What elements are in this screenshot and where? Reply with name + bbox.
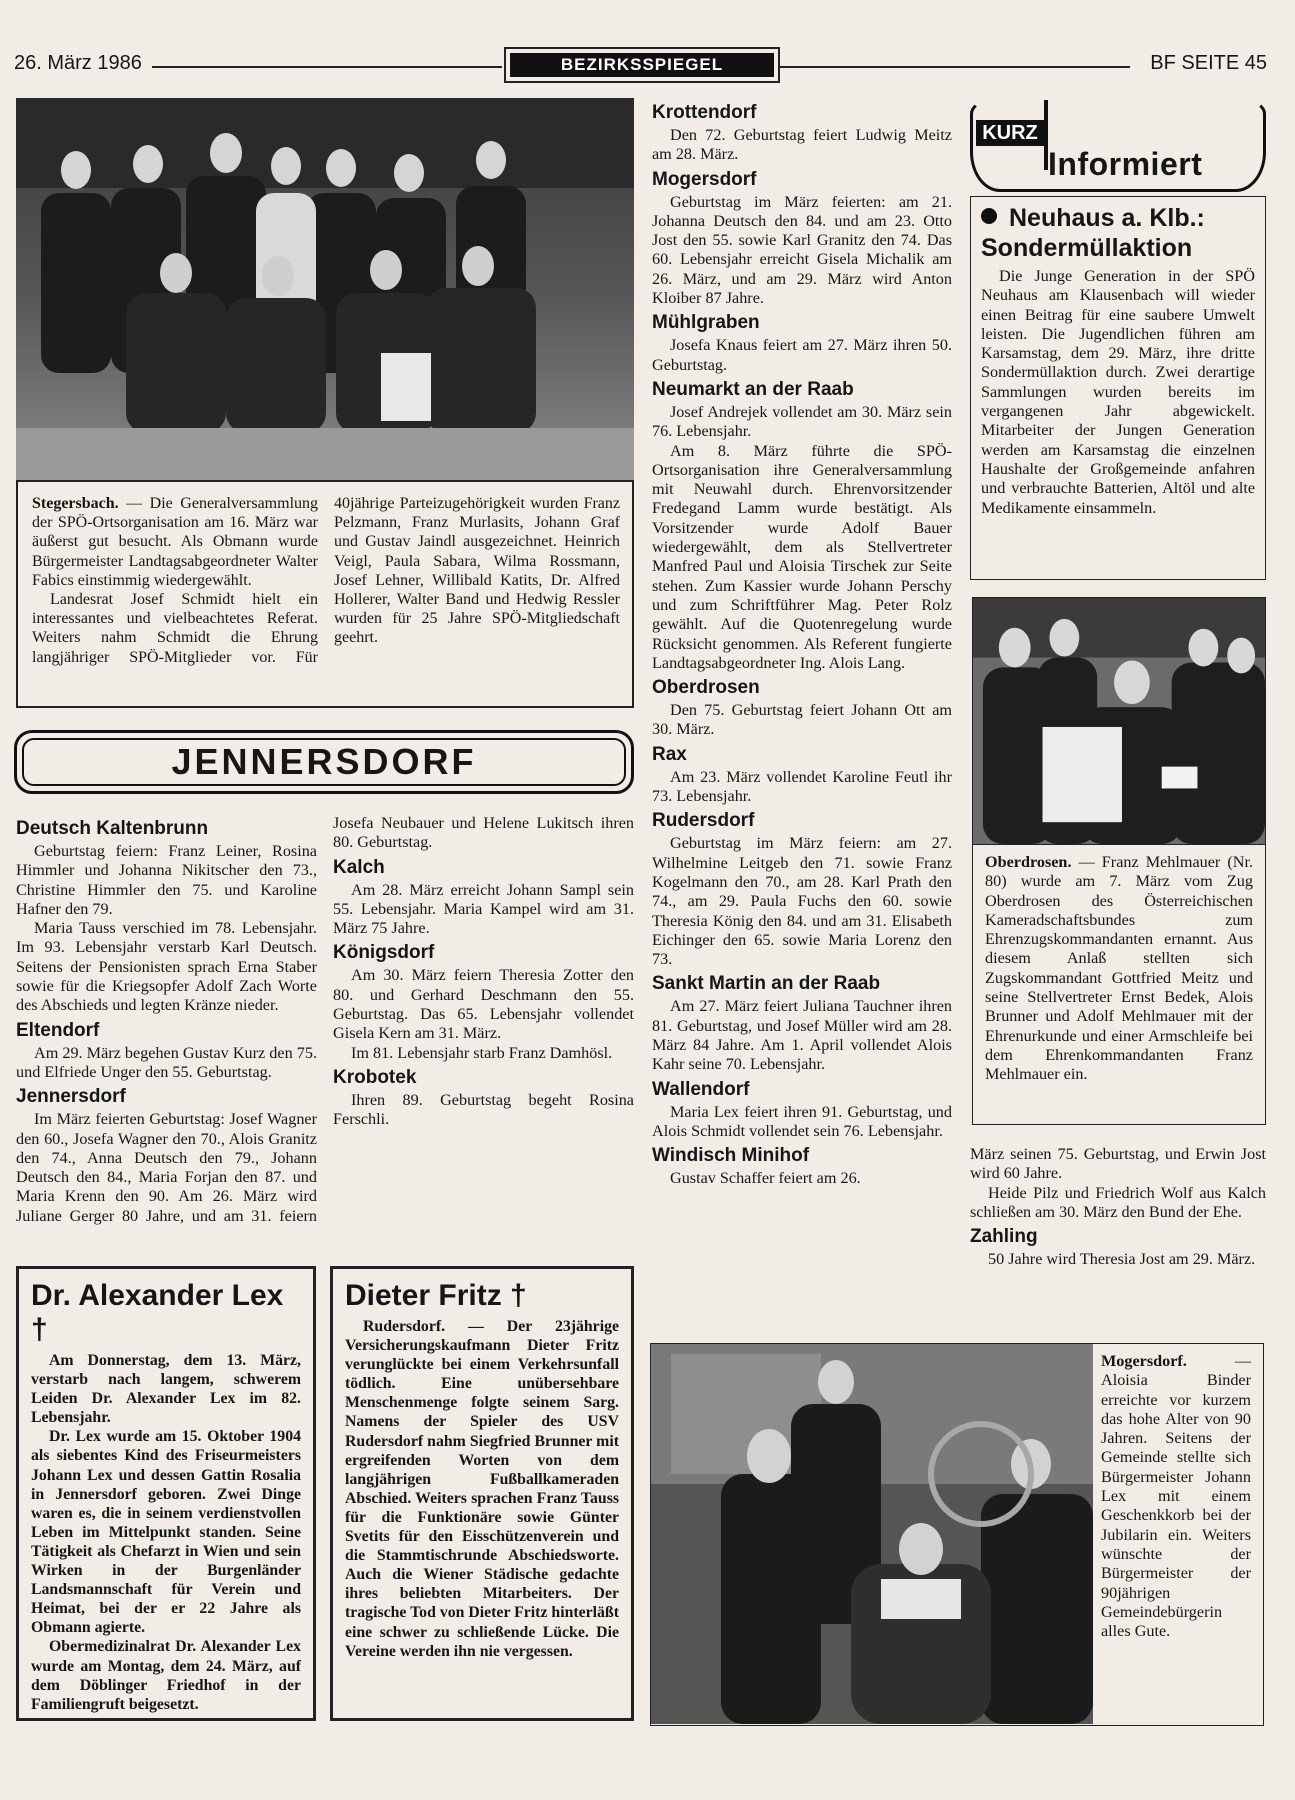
stegersbach-p2: Landesrat Josef Schmidt hielt ein interessantes und vielbeachtetes Referat. Weiters nahm Schmidt die Ehrung langjähriger SPÖ-Mitglieder vor. Für 40jährige Parteizugehörigkeit wurden Franz Pelzmann, Franz Murlasits, Johann Graf und Gustav Jaindl ausgezeichnet. Heinrich Veigl, Paula Sabara, Wilma Rossmann, Josef Lehner, Willibald Katits, Dr. Alfred Hollerer, Walter Band und Hedwig Ressler wurden für 25 Jahre SPÖ-Mitgliedschaft geehrt. [32, 495, 620, 666]
jennersdorf-news [16, 814, 634, 1254]
photo-mogersdorf-jubilee [651, 1344, 1093, 1724]
news-paragraph: Geburtstag im März feierten: am 21. Johanna Deutsch den 84. und am 23. Otto Jost den 55. sowie Karl Granitz den 74. Das 60. Lebensjahr erreicht Gisela Michalik am 26. März, und am 29. März wird Anton Kloiber 87 Jahre. [652, 192, 952, 308]
place-heading: Mogersdorf [652, 168, 757, 190]
header-rule-left [152, 66, 502, 68]
news-paragraph: Geburtstag im März feiern: am 27. Wilhelmine Leitgeb den 71. sowie Franz Kogelmann den 70., am 28. Karl Prath den 74., am 29. Paula Fuchs den 60. sowie Theresia König den 84. und am 31. Elisabeth Eichinger den 65. sowie Maria Lorenz den 73. [652, 834, 952, 969]
page-number: BF SEITE 45 [1150, 52, 1267, 74]
right-continued-news [970, 1145, 1266, 1269]
jennersdorf-title: JENNERSDORF [171, 741, 477, 782]
obituary-fritz-text [345, 1317, 619, 1661]
news-paragraph: Den 75. Geburtstag feiert Johann Ott am 30. März. [652, 701, 952, 739]
place-heading: Zahling [970, 1226, 1038, 1248]
kurz-text: Die Junge Generation in der SPÖ Neuhaus am Klausenbach will wieder einen Beitrag für eine saubere Umwelt leisten. Die Jugendlichen führen am Karsamstag, dem 29. März, ihre dritte Sondermüllaktion durch. Zwei derartige Sammlungen wurden bereits im vergangenen Jahr abgewickelt. Mitarbeiter der Jungen Generation werden am Karsamstag die einzelnen Haushalte der Großgemeinde anfahren und verbrauchte Batterien, Altöl und alte Medikamente einsammeln. [981, 267, 1255, 517]
kurz-body [981, 267, 1255, 518]
obituary-lex [16, 1266, 316, 1721]
obituary-paragraph: Obermedizinalrat Dr. Alexander Lex wurde am Montag, dem 24. März, auf dem Döblinger Friedhof in der Familiengruft beigesetzt. [31, 1638, 301, 1713]
kurz-title: Informiert [1048, 146, 1203, 182]
obituary-paragraph: Rudersdorf. — Der 23jährige Versicherungskaufmann Dieter Fritz verunglückte bei einem Verkehrsunfall tödlich. Eine unübersehbare Menschenmenge folgte seinem Sarg. Namens der Spieler des USV Rudersdorf nahm Siegfried Brunner mit ergreifenden Worten von dem langjährigen Fußballkameraden Abschied. Weiters sprachen Franz Tauss für die Funktionäre sowie Günter Svetits für den Eisschützenverein und die Stammtischrunde Abschiedsworte. Auch die Wiener Städische gedachte ihres beliebten Mitarbeiters. Der tragische Tod von Dieter Fritz hinterläßt eine schwer zu schließende Lücke. Die Vereine werden ihn nie vergessen. [345, 1318, 619, 1660]
oberdrosen-caption [985, 853, 1253, 1085]
news-paragraph: Gustav Schaffer feiert am 26. [670, 1169, 861, 1188]
news-paragraph: Den 72. Geburtstag feiert Ludwig Meitz am 28. März. [652, 126, 952, 164]
obituary-lex-title: Dr. Alexander Lex † [31, 1279, 284, 1346]
mogersdorf-text: — Aloisia Binder erreichte vor kurzem das hohe Alter von 90 Jahren. Seitens der Gemeinde stellte sich Bürgermeister Johann Lex mit einem Geschenkkorb bei der Jubilarin ein. Weiters wünschte der Bürgermeister der 90jährigen Gemeindebürgerin alles Gute. [1101, 1352, 1251, 1641]
news-paragraph: Am 23. März vollendet Karoline Feutl ihr 73. Lebensjahr. [652, 767, 952, 806]
news-paragraph: Am 30. März feiern Theresia Zotter den 80. und Gerhard Deschmann den 55. Geburtstag. Das 65. Lebensjahr vollendet Gisela Kern am 31. März. [333, 966, 634, 1043]
kurz-article-box [970, 196, 1266, 580]
bullet-icon [981, 208, 997, 224]
obituary-fritz-title: Dieter Fritz † [345, 1279, 527, 1312]
obituary-paragraph: Am Donnerstag, dem 13. März, verstarb nach langem, schwerem Leiden Dr. Alexander Lex im 82. Lebensjahr. [31, 1352, 301, 1427]
kurz-headline-block [981, 203, 1255, 263]
issue-date: 26. März 1986 [14, 52, 142, 74]
place-heading: Jennersdorf [16, 1086, 126, 1108]
section-banner [504, 47, 780, 83]
place-heading: Krobotek [333, 1066, 417, 1088]
place-heading: Windisch Minihof [652, 1145, 810, 1167]
news-paragraph: Maria Tauss verschied im 78. Lebensjahr. Im 93. Lebensjahr verstarb Karl Deutsch. Seitens der Pensionisten sprach Erna Staber sowie für die Kriegsopfer Adolf Zach Worte des Abschieds und legten Kränze nieder. [16, 919, 317, 1015]
news-paragraph: Im 81. Lebensjahr starb Franz Damhösl. [351, 1043, 613, 1062]
place-heading: Mühlgraben [652, 312, 760, 334]
news-paragraph: Am 27. März feiert Juliana Tauchner ihren 81. Geburtstag, und Josef Müller wird am 28. März 84 Jahre. Am 1. April vollendet Alois Kahr seine 70. Lebensjahr. [652, 997, 952, 1074]
mogersdorf-lead: Mogersdorf. [1101, 1352, 1187, 1370]
obituary-paragraph: Dr. Lex wurde am 15. Oktober 1904 als siebentes Kind des Friseurmeisters Johann Lex und dessen Gattin Rosalia in Jennersdorf geboren. Zwei Dinge waren es, die in seinem verdienstvollen Leben im Mittelpunkt standen. Seine Tätigkeit als Chefarzt in Wien und sein Wirken in der Burgenländer Landsmannschaft für Verein und Heimat, bei der er 22 Jahre als Obmann agierte. [31, 1428, 301, 1637]
kurz-informiert-masthead [970, 100, 1266, 192]
kurz-headline: Neuhaus a. Klb.: Sondermüllaktion [981, 204, 1205, 262]
photo-oberdrosen-honor [972, 597, 1266, 845]
mogersdorf-caption [1101, 1352, 1251, 1641]
stegersbach-caption [32, 494, 620, 667]
place-heading: Wallendorf [652, 1078, 750, 1100]
mogersdorf-photo-box [650, 1343, 1264, 1726]
news-paragraph: März seinen 75. Geburtstag, und Erwin Jost wird 60 Jahre. [970, 1145, 1266, 1183]
place-heading: Neumarkt an der Raab [652, 378, 854, 400]
section-title: BEZIRKSSPIEGEL [510, 53, 774, 77]
oberdrosen-text: — Franz Mehlmauer (Nr. 80) wurde am 7. März vom Zug Oberdrosen des Österreichischen Kameradschaftsbundes zum Ehrenzugskommandanten ernannt. Aus diesem Anlaß stellten sich Zugskommandant Gottfried Meitz und seine Stellvertreter Ernst Bedek, Alois Brunner und Adolf Mehlmauer mit der Ehrenurkunde und einer Armschleife bei dem Ehrenkommandanten Franz Mehlmauer ein. [985, 853, 1253, 1084]
place-heading: Oberdrosen [652, 677, 760, 699]
header-rule-right [778, 66, 1130, 68]
place-heading: Sankt Martin an der Raab [652, 973, 881, 995]
place-heading: Deutsch Kaltenbrunn [16, 818, 209, 839]
place-heading: Rax [652, 743, 687, 765]
place-heading: Eltendorf [16, 1019, 100, 1041]
middle-column-news [652, 98, 952, 1188]
stegersbach-p1: — Die Generalversammlung der SPÖ-Ortsorganisation am 16. März war äußerst gut besucht. Als Obmann wurde Bürgermeister Landtagsabgeordneter Walter Fabics einstimmig wiedergewählt. [32, 495, 319, 589]
news-paragraph: Geburtstag feiern: Franz Leiner, Rosina Himmler und Johanna Nikitscher den 73., Christine Himmler den 75. und Karoline Hafner den 79. [16, 842, 317, 918]
news-paragraph: Maria Lex feiert ihren 91. Geburtstag, und Alois Schmidt vollendet sein 76. Lebensjahr. [652, 1102, 952, 1140]
news-paragraph: 50 Jahre wird Theresia Jost am 29. März. [988, 1250, 1256, 1269]
jennersdorf-banner [14, 730, 634, 794]
oberdrosen-lead: Oberdrosen. [985, 853, 1072, 871]
oberdrosen-caption-box [972, 845, 1266, 1125]
stegersbach-caption-box [16, 480, 634, 708]
stegersbach-lead: Stegersbach. [32, 495, 119, 512]
news-paragraph: Am 8. März führte die SPÖ-Ortsorganisation ihre Generalversammlung mit Neuwahl durch. Ehrenvorsitzender Fredegand Lamm wurde bestätigt. Als Vorsitzender wurde Adolf Bauer wiedergewählt, dem als Stellvertreter Manfred Paul und Aloisia Tirschek zur Seite stehen. Zum Kassier wurde Johann Perschy und zum Schriftführer Mag. Peter Rolz gewählt. Auf die Quotenregelung wurde Rücksicht genommen. Als Referent fungierte Landtagsabgeordneter Ing. Alois Lang. [652, 441, 952, 672]
obituary-lex-text [31, 1351, 301, 1714]
obituary-fritz [330, 1266, 634, 1721]
news-paragraph: Ihren 89. Geburtstag begeht Rosina Ferschli. [333, 1090, 634, 1129]
news-paragraph: Am 28. März erreicht Johann Sampl sein 55. Lebensjahr. Maria Kampel wird am 31. März 75 Jahre. [333, 880, 634, 938]
news-paragraph: Josefa Knaus feiert am 27. März ihren 50. Geburtstag. [652, 336, 952, 374]
photo-stegersbach-group [16, 98, 634, 480]
news-paragraph: Im März feierten Geburtstag: Josef Wagner den 60., Josefa Wagner den 70., Alois Granitz den 74., Anna Deutsch den 79., Johann Deutsch den 84., Maria Forjan den 87. und Maria Krenn den 90. Am 26. März wird Juliane Gerger 80 Jahre, und am 31. feiern Josefa Neubauer und Helene Lukitsch ihren 80. Geburtstag. [16, 814, 634, 1225]
place-heading: Rudersdorf [652, 810, 755, 832]
place-heading: Krottendorf [652, 102, 757, 123]
news-paragraph: Am 29. März begehen Gustav Kurz den 75. und Elfriede Unger den 55. Geburtstag. [16, 1043, 317, 1081]
news-paragraph: Josef Andrejek vollendet am 30. März sein 76. Lebensjahr. [652, 402, 952, 441]
place-heading: Kalch [333, 856, 385, 878]
kurz-badge: KURZ [976, 120, 1044, 146]
news-paragraph: Heide Pilz und Friedrich Wolf aus Kalch schließen am 30. März den Bund der Ehe. [970, 1183, 1266, 1221]
place-heading: Königsdorf [333, 942, 435, 964]
